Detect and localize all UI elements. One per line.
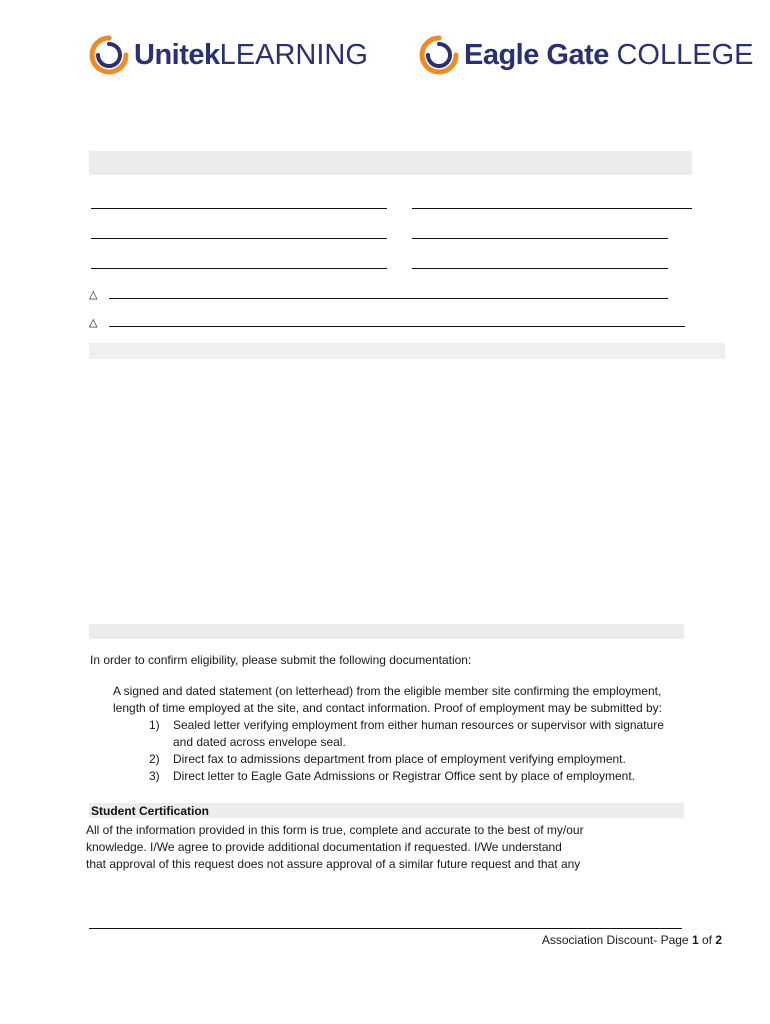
- form-field-2[interactable]: [410, 198, 692, 211]
- documentation-section-band: [89, 624, 684, 639]
- list-item-number: 2): [149, 752, 160, 766]
- certification-band: [89, 803, 684, 818]
- section-divider-band: [89, 343, 725, 359]
- form-field-6-line[interactable]: [412, 258, 668, 269]
- documentation-statement: [113, 683, 673, 785]
- list-item-text: Sealed letter verifying employment from either human resources or supervisor with signature and dated across envelope seal.: [173, 718, 664, 749]
- list-item-number: 1): [149, 718, 160, 732]
- unitek-logo-bold: Unitek: [134, 38, 220, 71]
- form-field-5[interactable]: [89, 258, 387, 271]
- footer-rule: [89, 928, 682, 929]
- list-item: [113, 751, 673, 768]
- eagle-gate-ring-icon: [418, 34, 460, 76]
- form-field-7-line[interactable]: [109, 288, 668, 299]
- form-field-4[interactable]: [410, 228, 668, 241]
- footer-page-total: 2: [715, 933, 722, 947]
- documentation-intro: [90, 652, 690, 669]
- form-field-4-line[interactable]: [412, 228, 668, 239]
- form-field-8[interactable]: [89, 316, 685, 329]
- bullet-arrow-icon: △: [89, 289, 98, 301]
- certification-line-2: knowledge. I/We agree to provide additional documentation if requested. I/We understand: [86, 840, 562, 854]
- proof-methods-list: [113, 717, 673, 785]
- eagle-logo-bold: Eagle Gate: [464, 38, 617, 71]
- eagle-logo-light: COLLEGE: [616, 38, 754, 71]
- certification-line-3: that approval of this request does not assure approval of a similar future request and that any: [86, 857, 581, 871]
- page-footer: [542, 933, 722, 947]
- bullet-arrow-icon: △: [89, 317, 98, 329]
- eagle-gate-college-logo: [418, 34, 753, 76]
- form-field-8-line[interactable]: [109, 316, 685, 327]
- unitek-ring-icon: [88, 34, 130, 76]
- list-item: [113, 717, 673, 751]
- certification-line-1: All of the information provided in this form is true, complete and accurate to the best of my/our: [86, 823, 584, 837]
- form-field-5-line[interactable]: [91, 258, 387, 269]
- footer-page-number: 1: [691, 933, 699, 947]
- form-field-1[interactable]: [89, 198, 387, 211]
- form-field-2-line[interactable]: [412, 198, 692, 209]
- documentation-statement-text: A signed and dated statement (on letterhead) from the eligible member site confirming the employment, length of time employed at the site, and contact information. Proof of employment may be submitted by:: [113, 684, 662, 715]
- form-field-7[interactable]: [89, 288, 668, 301]
- list-item-number: 3): [149, 769, 160, 783]
- footer-prefix: Association Discount- Page: [541, 933, 692, 947]
- list-item: [113, 768, 673, 785]
- documentation-intro-text: In order to confirm eligibility, please submit the following documentation:: [90, 653, 472, 667]
- footer-of: of: [698, 933, 716, 947]
- certification-text: [86, 822, 706, 873]
- form-field-1-line[interactable]: [91, 198, 387, 209]
- list-item-text: Direct fax to admissions department from place of employment verifying employment.: [173, 752, 626, 766]
- form-field-6[interactable]: [410, 258, 668, 271]
- unitek-learning-logo: [88, 34, 368, 76]
- form-field-3-line[interactable]: [91, 228, 387, 239]
- unitek-logo-light: LEARNING: [219, 38, 368, 71]
- form-field-3[interactable]: [89, 228, 387, 241]
- certification-heading: Student Certification: [91, 803, 210, 818]
- list-item-text: Direct letter to Eagle Gate Admissions or Registrar Office sent by place of employment.: [173, 769, 635, 783]
- form-title-band: [89, 151, 692, 175]
